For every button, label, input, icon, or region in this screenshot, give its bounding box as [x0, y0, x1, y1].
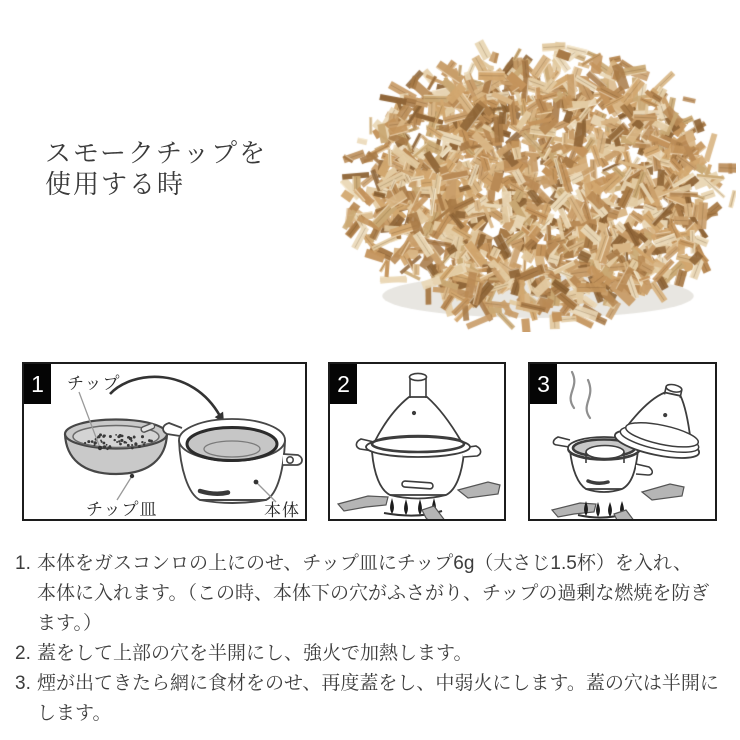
smoker-body-illustration — [163, 419, 302, 503]
instruction-marker: 1. — [15, 553, 31, 574]
step-panel-2 — [328, 362, 506, 521]
instruction-marker: 2. — [15, 643, 31, 664]
instruction-line: します。 — [37, 703, 112, 724]
instruction-marker: 3. — [15, 673, 31, 694]
step-number-badge: 2 — [330, 364, 357, 404]
bottom-vent-slot — [402, 481, 433, 489]
page-title-line2: 使用する時 — [45, 169, 186, 199]
instruction-line: 本体をガスコンロの上にのせ、チップ皿にチップ6g（大さじ1.5杯）を入れ、 — [37, 553, 692, 574]
instruction-line: 煙が出てきたら網に食材をのせ、再度蓋をし、中弱火にします。蓋の穴は半開に — [37, 673, 719, 694]
page-title — [45, 138, 267, 200]
instruction-item — [15, 639, 719, 669]
instruction-item — [15, 549, 719, 639]
instruction-item — [15, 669, 719, 729]
body-label: 本体 — [264, 501, 300, 519]
smoker-lid-illustration — [366, 373, 470, 457]
bottom-vent-slot — [200, 491, 228, 494]
instruction-line: 蓋をして上部の穴を半開にし、強火で加熱します。 — [37, 643, 473, 664]
chip-dish-label: チップ皿 — [86, 500, 158, 519]
instruction-line: 本体に入れます。（この時、本体下の穴がふさがり、チップの過剰な燃焼を防ぎ — [37, 583, 710, 604]
step-panel-3 — [528, 362, 717, 521]
transfer-arrow-icon — [110, 377, 224, 423]
lid-chimney-knob — [410, 373, 427, 380]
burner-front-arm-icon — [422, 506, 446, 519]
step-panel-1 — [22, 362, 307, 521]
lid-chimney-knob — [665, 383, 682, 393]
chip-label: チップ — [67, 374, 121, 393]
instruction-line: ます。） — [37, 613, 102, 634]
chip-dish-illustration — [65, 420, 167, 475]
step3-illustration — [530, 364, 715, 519]
burner-front-arm-icon — [614, 510, 638, 519]
step-number-badge: 1 — [24, 364, 51, 404]
step-number-badge: 3 — [530, 364, 557, 404]
wood-chips-photo — [340, 26, 736, 332]
smoke-wisps-icon — [571, 372, 591, 418]
page-title-line1: スモークチップを — [45, 138, 268, 168]
chip-cup-icon — [586, 446, 624, 459]
step1-illustration — [24, 364, 305, 519]
instruction-list — [15, 549, 719, 729]
lid-vent-hole — [412, 411, 416, 415]
